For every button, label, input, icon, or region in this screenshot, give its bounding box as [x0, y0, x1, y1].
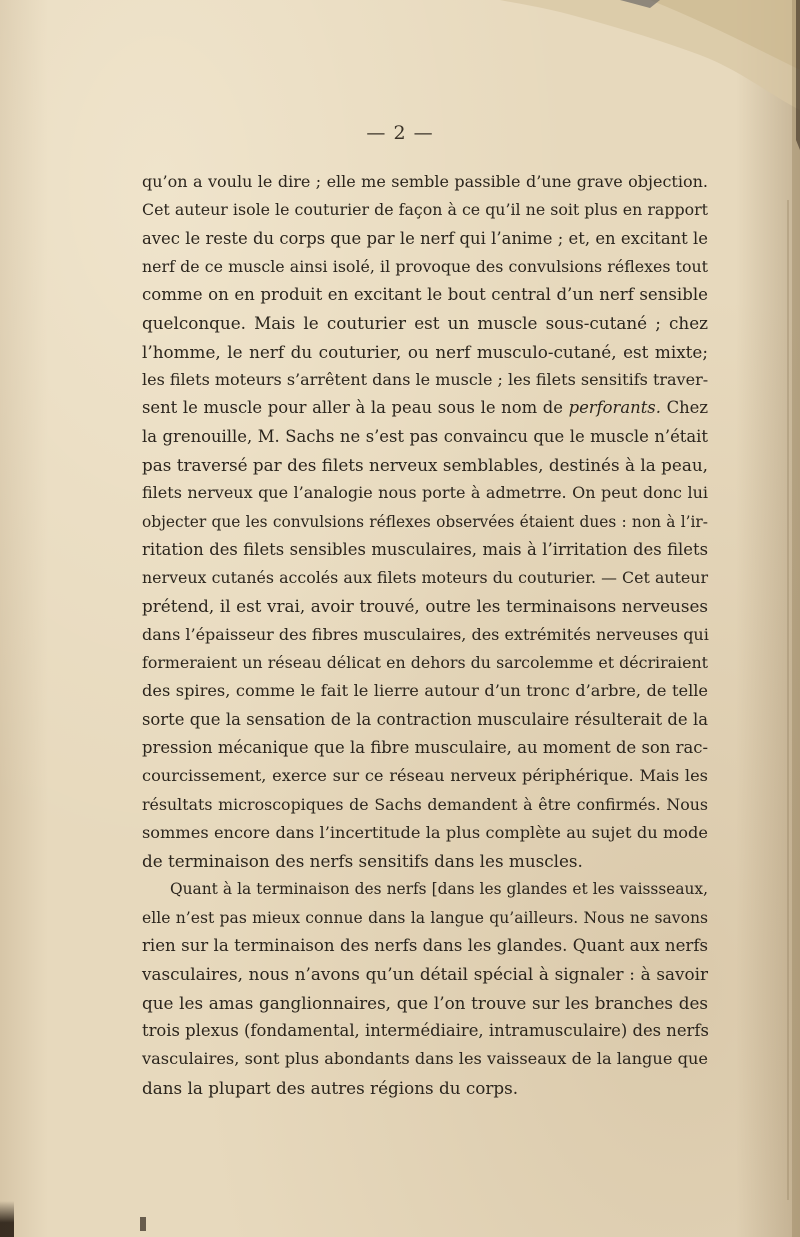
text-line: vasculaires, sont plus abondants dans les vaisseaux de la langue que — [142, 1049, 708, 1069]
text-line: pression mécanique que la fibre musculaire, au moment de son rac- — [142, 737, 708, 757]
text-line: courcissement, exerce sur ce réseau nerveux périphérique. Mais les — [142, 766, 708, 786]
text-line: les filets moteurs s’arrêtent dans le muscle ; les filets sensitifs traver- — [142, 370, 709, 390]
text-line: elle n’est pas mieux connue dans la langue qu’ailleurs. Nous ne savons — [142, 908, 708, 927]
text-line: dans la plupart des autres régions du corps. — [142, 1077, 519, 1098]
text-line: comme on en produit en excitant le bout central d’un nerf sensible — [142, 285, 708, 305]
text-line: qu’on a voulu le dire ; elle me semble passible d’une grave objection. — [142, 172, 708, 191]
text-line: que les amas ganglionnaires, que l’on trouve sur les branches des — [142, 992, 708, 1013]
paragraph — [142, 168, 708, 875]
paragraph — [142, 875, 708, 1101]
text-line: Quant à la terminaison des nerfs [dans les glandes et les vaissseaux, — [170, 880, 708, 899]
text-line: vasculaires, nous n’avons qu’un détail spécial à signaler : à savoir — [142, 964, 708, 985]
text-line: sommes encore dans l’incertitude la plus complète au sujet du mode — [142, 822, 708, 842]
text-line: objecter que les convulsions réflexes observées étaient dues : non à l’ir- — [142, 512, 708, 531]
text-line: résultats microscopiques de Sachs demandent à être confirmés. Nous — [142, 794, 708, 814]
text-line: dans l’épaisseur des fibres musculaires, des extrémités nerveuses qui — [142, 624, 709, 644]
text-line: Cet auteur isole le couturier de façon à ce qu’il ne soit plus en rapport — [142, 200, 708, 220]
ink-speck — [140, 1217, 146, 1231]
text-line — [142, 394, 708, 422]
text-line: quelconque. Mais le couturier est un muscle sous-cutané ; chez — [142, 313, 708, 334]
text-line: filets nerveux que l’analogie nous porte à admetrre. On peut donc lui — [142, 483, 708, 503]
italic-term: perforants. — [568, 398, 661, 418]
text-line: de terminaison des nerfs sensitifs dans les muscles. — [142, 851, 583, 872]
text-line: avec le reste du corps que par le nerf qui l’anime ; et, en excitant le — [142, 228, 708, 248]
page-edge-decoration — [770, 0, 800, 1237]
torn-corner-decoration — [500, 0, 800, 110]
text-segment: sent le muscle pour aller à la peau sous le nom de — [142, 398, 563, 418]
text-line: trois plexus (fondamental, intermédiaire, intramusculaire) des nerfs — [142, 1020, 709, 1040]
text-line: la grenouille, M. Sachs ne s’est pas convaincu que le muscle n’était — [142, 426, 708, 446]
text-line: ritation des filets sensibles musculaires, mais à l’irritation des filets — [142, 539, 708, 559]
text-line: sorte que la sensation de la contraction musculaire résulterait de la — [142, 709, 708, 729]
text-segment: Chez — [666, 398, 708, 418]
text-line: nerveux cutanés accolés aux filets moteurs du couturier. — Cet auteur — [142, 568, 708, 588]
binding-mark — [0, 1201, 14, 1237]
text-line: nerf de ce muscle ainsi isolé, il provoque des convulsions réflexes tout — [142, 256, 708, 276]
text-line: formeraient un réseau délicat en dehors du sarcolemme et décriraient — [142, 653, 708, 673]
text-line: pas traversé par des filets nerveux semblables, destinés à la peau, — [142, 454, 708, 475]
page-number: — 2 — — [366, 122, 434, 144]
text-line: prétend, il est vrai, avoir trouvé, outre les terminaisons nerveuses — [142, 596, 708, 617]
body-text — [142, 168, 708, 1102]
text-line: des spires, comme le fait le lierre autour d’un tronc d’arbre, de telle — [142, 681, 708, 701]
text-line: l’homme, le nerf du couturier, ou nerf musculo-cutané, est mixte; — [142, 341, 708, 362]
text-line: rien sur la terminaison des nerfs dans les glandes. Quant aux nerfs — [142, 936, 708, 956]
